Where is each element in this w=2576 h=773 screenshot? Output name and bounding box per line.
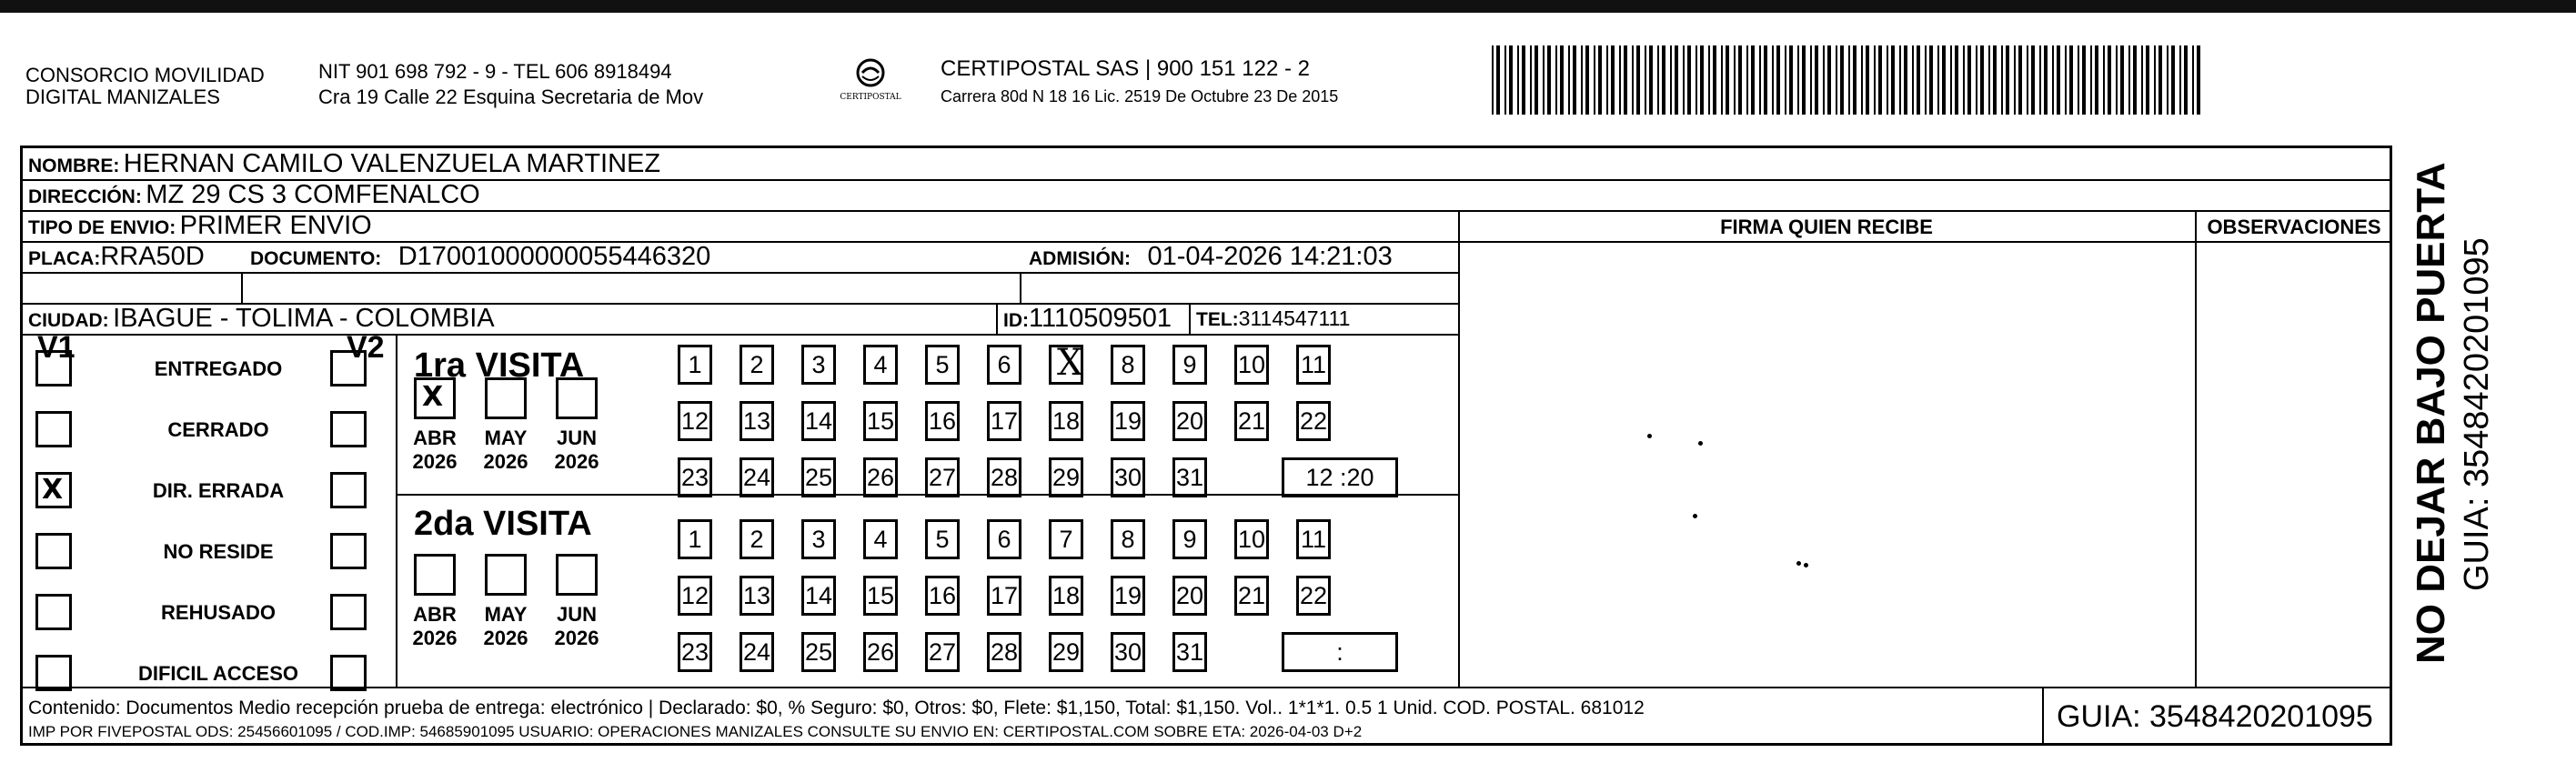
barcode-bar — [1899, 45, 1901, 115]
barcode-bar — [1776, 45, 1780, 115]
barcode-bar — [1585, 45, 1589, 115]
barcode-bar — [1823, 45, 1825, 115]
courier-logo-text: CERTIPOSTAL — [840, 93, 901, 102]
barcode-bar — [1713, 45, 1716, 115]
day-box[interactable]: 10 — [1234, 345, 1269, 385]
time-box[interactable]: 12 :20 — [1282, 457, 1398, 497]
v1-checkbox[interactable] — [35, 350, 72, 386]
barcode-bar — [2133, 45, 2137, 115]
barcode-bar — [1976, 45, 1977, 115]
day-box[interactable]: 27 — [925, 457, 960, 497]
barcode-bar — [1670, 45, 1672, 115]
barcode-bar — [1746, 45, 1748, 115]
barcode-bar — [1874, 45, 1876, 115]
documento-cell — [250, 241, 710, 276]
day-box[interactable]: 24 — [740, 632, 774, 672]
barcode-bar — [2146, 45, 2149, 115]
day-box[interactable]: 9 — [1172, 345, 1207, 385]
day-box[interactable]: 3 — [801, 519, 836, 559]
day-box[interactable]: 8 — [1111, 519, 1145, 559]
day-box[interactable]: 6 — [987, 345, 1021, 385]
day-box[interactable]: 22 — [1296, 401, 1331, 441]
barcode-bar — [1955, 45, 1958, 115]
barcode-bar — [1785, 45, 1786, 115]
day-box[interactable]: 5 — [925, 345, 960, 385]
side-warning: NO DEJAR BAJO PUERTA — [2409, 162, 2453, 664]
barcode-bar — [2197, 45, 2200, 115]
barcode-bar — [2103, 45, 2105, 115]
check-mark: X — [422, 381, 444, 413]
barcode-bar — [1840, 45, 1844, 115]
barcode-bar — [1649, 45, 1653, 115]
v2-header: V2 — [347, 330, 385, 365]
footer-guia: GUIA: 3548420201095 — [2057, 699, 2373, 734]
guide-form — [20, 146, 2392, 746]
v2-checkbox[interactable] — [330, 350, 367, 386]
day-box[interactable]: 19 — [1111, 401, 1145, 441]
day-box[interactable]: 19 — [1111, 576, 1145, 616]
barcode-bar — [1568, 45, 1570, 115]
month-label: JUN — [556, 603, 597, 626]
placa-cell — [28, 241, 205, 276]
tipo-envio-label: TIPO DE ENVIO: — [28, 217, 176, 238]
day-box[interactable] — [1049, 342, 1083, 385]
barcode-bar — [1624, 45, 1627, 115]
day-box[interactable]: 14 — [801, 401, 836, 441]
day-box[interactable]: 26 — [863, 632, 898, 672]
barcode-bar — [2078, 45, 2079, 115]
day-box[interactable]: 25 — [801, 632, 836, 672]
month-label: ABR — [413, 427, 457, 449]
barcode-bar — [2095, 45, 2098, 115]
day-box[interactable]: 4 — [863, 345, 898, 385]
barcode-bar — [2108, 45, 2111, 115]
day-box[interactable]: 23 — [678, 457, 712, 497]
month-year: 2026 — [483, 450, 528, 473]
visit1-title: 1ra VISITA — [414, 346, 585, 385]
sender-name-line2: DIGITAL MANIZALES — [25, 85, 220, 108]
admision-value: 01-04-2026 14:21:03 — [1147, 242, 1393, 271]
barcode-bar — [1759, 45, 1761, 115]
day-box[interactable]: 5 — [925, 519, 960, 559]
day-checked-mark: X — [1057, 342, 1083, 384]
side-guia: GUIA: 3548420201095 — [2458, 237, 2496, 591]
barcode-bar — [1993, 45, 1997, 115]
footer-content: Contenido: Documentos Medio recepción prueba de entrega: electrónico | Declarado: $0, % Seguro: $0, Otros: $0, Flete: $1,150, Total: $1,150. Vol.. 1*1*1. 0.5 1 Unid. COD. POSTAL. 681012 — [28, 698, 1645, 718]
barcode-bar — [1606, 45, 1608, 115]
day-box[interactable]: 17 — [987, 401, 1021, 441]
id-value: 1110509501 — [1029, 304, 1172, 333]
barcode-bar — [1726, 45, 1729, 115]
barcode-bar — [2082, 45, 2086, 115]
firma-header: FIRMA QUIEN RECIBE — [1720, 216, 1933, 238]
day-box[interactable]: 15 — [863, 401, 898, 441]
barcode-bar — [1687, 45, 1691, 115]
status-label: DIFICIL ACCESO — [137, 662, 298, 685]
day-box[interactable]: 30 — [1111, 632, 1145, 672]
day-box[interactable]: 16 — [925, 576, 960, 616]
barcode-bar — [1492, 45, 1494, 115]
barcode-bar — [2069, 45, 2073, 115]
barcode-bar — [1751, 45, 1755, 115]
barcode-bar — [1700, 45, 1704, 115]
cell-divider — [241, 272, 243, 303]
barcode-bar — [1611, 45, 1615, 115]
barcode-bar — [2158, 45, 2162, 115]
column-divider — [2195, 210, 2197, 687]
barcode-bar — [1925, 45, 1927, 115]
barcode-bar — [2057, 45, 2060, 115]
barcode-bar — [1738, 45, 1742, 115]
barcode-bar — [1917, 45, 1920, 115]
barcode-bar — [2141, 45, 2143, 115]
day-box[interactable]: 28 — [987, 632, 1021, 672]
day-box[interactable]: 17 — [987, 576, 1021, 616]
day-box[interactable]: 10 — [1234, 519, 1269, 559]
day-box[interactable]: 18 — [1049, 401, 1083, 441]
barcode-bar — [1967, 45, 1971, 115]
barcode-bar — [1619, 45, 1621, 115]
barcode-bar — [1764, 45, 1767, 115]
observaciones-header: OBSERVACIONES — [2207, 216, 2381, 238]
courier-line1: CERTIPOSTAL SAS | 900 151 122 - 2 — [941, 56, 1310, 81]
status-label: CERRADO — [167, 418, 269, 441]
day-box[interactable]: 24 — [740, 457, 774, 497]
barcode-bar — [1772, 45, 1774, 115]
tel-label: TEL: — [1196, 309, 1239, 330]
direccion-label: DIRECCIÓN: — [28, 186, 142, 207]
barcode-bar — [2039, 45, 2041, 115]
barcode-bar — [2154, 45, 2156, 115]
placa-label: PLACA: — [28, 248, 101, 269]
barcode-bar — [1547, 45, 1551, 115]
barcode-bar — [1988, 45, 1990, 115]
barcode-bar — [1836, 45, 1837, 115]
v1-checkbox[interactable] — [35, 594, 72, 630]
day-box[interactable]: 30 — [1111, 457, 1145, 497]
signature-mark — [1693, 514, 1697, 518]
day-box[interactable]: 9 — [1172, 519, 1207, 559]
placa-value: RRA50D — [100, 242, 205, 271]
day-box[interactable]: 1 — [678, 519, 712, 559]
column-divider — [396, 334, 397, 687]
month-checkbox[interactable] — [556, 554, 598, 596]
tel-value: 3114547111 — [1238, 306, 1351, 330]
v1-checkbox[interactable] — [35, 533, 72, 569]
footer-divider — [23, 687, 2392, 688]
barcode-bar — [1645, 45, 1646, 115]
barcode-bar — [1675, 45, 1678, 115]
barcode-bar — [1708, 45, 1710, 115]
barcode-bar — [1980, 45, 1984, 115]
barcode-bar — [1789, 45, 1793, 115]
day-box[interactable]: 4 — [863, 519, 898, 559]
check-mark: X — [42, 474, 64, 506]
ciudad-label: CIUDAD: — [28, 310, 109, 331]
month-checkbox[interactable] — [414, 377, 456, 419]
barcode-bar — [2192, 45, 2194, 115]
barcode-bar — [1827, 45, 1831, 115]
day-box[interactable]: 11 — [1296, 519, 1331, 559]
barcode-bar — [1543, 45, 1545, 115]
day-box[interactable]: 1 — [678, 345, 712, 385]
signature-mark — [1804, 563, 1808, 567]
month-year: 2026 — [554, 627, 599, 649]
barcode-bar — [2065, 45, 2067, 115]
documento-label: DOCUMENTO: — [250, 248, 382, 269]
barcode-bar — [1797, 45, 1799, 115]
barcode-bar — [2006, 45, 2009, 115]
sender-nit: NIT 901 698 792 - 9 - TEL 606 8918494 — [318, 60, 672, 83]
visit2-title: 2da VISITA — [414, 505, 592, 543]
cell-divider — [1020, 272, 1021, 303]
status-label: ENTREGADO — [154, 357, 283, 380]
barcode-bar — [2167, 45, 2168, 115]
barcode-bar — [1937, 45, 1939, 115]
day-box[interactable]: 16 — [925, 401, 960, 441]
day-box[interactable]: 29 — [1049, 457, 1083, 497]
day-box[interactable]: 2 — [740, 345, 774, 385]
barcode-bar — [1848, 45, 1850, 115]
courier-line2: Carrera 80d N 18 16 Lic. 2519 De Octubre 23 De 2015 — [941, 87, 1339, 105]
tel-cell — [1196, 303, 1350, 337]
day-box[interactable]: 12 — [678, 576, 712, 616]
barcode-bar — [1950, 45, 1952, 115]
day-box[interactable]: 8 — [1111, 345, 1145, 385]
v1-checkbox[interactable] — [35, 411, 72, 447]
v1-checkbox[interactable] — [35, 655, 72, 691]
v2-checkbox[interactable] — [330, 472, 367, 508]
barcode-bar — [1504, 45, 1506, 115]
barcode-bar — [1891, 45, 1895, 115]
barcode-bar — [1721, 45, 1723, 115]
day-box[interactable]: 14 — [801, 576, 836, 616]
sender-address: Cra 19 Calle 22 Esquina Secretaria de Mov — [318, 85, 704, 108]
barcode-bar — [1866, 45, 1869, 115]
day-box[interactable]: 2 — [740, 519, 774, 559]
day-box[interactable]: 31 — [1172, 632, 1207, 672]
nombre-label: NOMBRE: — [28, 156, 120, 176]
signature-mark — [1796, 561, 1801, 566]
barcode-bar — [1496, 45, 1500, 115]
column-divider — [1458, 210, 1460, 687]
day-box[interactable]: 21 — [1234, 401, 1269, 441]
barcode-bar — [1878, 45, 1882, 115]
barcode-bar — [1815, 45, 1818, 115]
month-checkbox[interactable] — [556, 377, 598, 419]
signature-mark — [1647, 434, 1652, 438]
barcode-bar — [1912, 45, 1914, 115]
day-box[interactable]: 3 — [801, 345, 836, 385]
barcode-bar — [2027, 45, 2028, 115]
id-cell — [1003, 303, 1172, 338]
day-box[interactable]: 21 — [1234, 576, 1269, 616]
barcode-bar — [1963, 45, 1965, 115]
footer-print-info: IMP POR FIVEPOSTAL ODS: 25456601095 / COD.IMP: 54685901095 USUARIO: OPERACIONES MANIZALES CONSULTE SU ENVIO EN: CERTIPOSTAL.COM SOBRE ETA: 2026-04-03 D+2 — [28, 723, 1363, 740]
barcode-bar — [1887, 45, 1888, 115]
barcode-bar — [1657, 45, 1659, 115]
status-label: NO RESIDE — [163, 540, 274, 563]
status-label: DIR. ERRADA — [152, 479, 285, 502]
barcode-bar — [2031, 45, 2035, 115]
barcode-bar — [1861, 45, 1863, 115]
month-year: 2026 — [483, 627, 528, 649]
day-box[interactable]: 20 — [1172, 576, 1207, 616]
day-box[interactable]: 26 — [863, 457, 898, 497]
barcode-bar — [1581, 45, 1583, 115]
barcode-bar — [2171, 45, 2175, 115]
v1-header: V1 — [37, 330, 75, 365]
direccion-value: MZ 29 CS 3 COMFENALCO — [146, 180, 480, 209]
courier-logo — [830, 55, 911, 109]
nombre-value: HERNAN CAMILO VALENZUELA MARTINEZ — [123, 149, 661, 178]
ciudad-value: IBAGUE - TOLIMA - COLOMBIA — [113, 304, 495, 333]
barcode-bar — [2120, 45, 2124, 115]
tipo-envio-value: PRIMER ENVIO — [179, 211, 372, 240]
top-edge-bar — [0, 0, 2576, 13]
month-checkbox[interactable] — [414, 554, 456, 596]
day-box[interactable]: 29 — [1049, 632, 1083, 672]
barcode-bar — [1734, 45, 1736, 115]
v2-checkbox[interactable] — [330, 594, 367, 630]
day-box[interactable]: 20 — [1172, 401, 1207, 441]
day-box[interactable]: 22 — [1296, 576, 1331, 616]
day-box[interactable]: 13 — [740, 576, 774, 616]
barcode-bar — [1517, 45, 1519, 115]
day-box[interactable]: 28 — [987, 457, 1021, 497]
day-box[interactable]: 15 — [863, 576, 898, 616]
v1-checkbox[interactable] — [35, 472, 72, 508]
month-label: JUN — [556, 427, 597, 449]
barcode-bar — [1802, 45, 1806, 115]
month-label: MAY — [484, 427, 528, 449]
barcode-bar — [2001, 45, 2003, 115]
v2-checkbox[interactable] — [330, 533, 367, 569]
status-label: REHUSADO — [161, 601, 276, 624]
day-box[interactable]: 11 — [1296, 345, 1331, 385]
barcode-bar — [2014, 45, 2016, 115]
admision-cell — [1029, 241, 1393, 276]
barcode-bar — [1555, 45, 1557, 115]
barcode-bar — [1632, 45, 1634, 115]
barcode-bar — [1662, 45, 1665, 115]
barcode-bar — [1904, 45, 1907, 115]
documento-value: D17001000000055446320 — [397, 242, 711, 271]
day-box[interactable]: 25 — [801, 457, 836, 497]
barcode-bar — [1560, 45, 1564, 115]
barcode-bar — [1929, 45, 1933, 115]
barcode-bar — [1810, 45, 1812, 115]
cell-divider — [2042, 687, 2044, 746]
time-box[interactable]: : — [1282, 632, 1398, 672]
ciudad-cell — [28, 303, 495, 338]
day-box[interactable]: 13 — [740, 401, 774, 441]
barcode-bar — [1853, 45, 1857, 115]
day-box[interactable]: 7 — [1049, 519, 1083, 559]
month-year: 2026 — [554, 450, 599, 473]
barcode-bar — [1535, 45, 1538, 115]
barcode-bar — [2128, 45, 2130, 115]
signature-mark — [1698, 441, 1703, 446]
admision-label: ADMISIÓN: — [1029, 248, 1131, 269]
day-box[interactable]: 18 — [1049, 576, 1083, 616]
barcode-bar — [1598, 45, 1602, 115]
barcode-bar — [1942, 45, 1946, 115]
barcode-bar — [2116, 45, 2118, 115]
barcode-bar — [1696, 45, 1697, 115]
barcode — [1492, 45, 2201, 115]
barcode-bar — [2018, 45, 2022, 115]
day-box[interactable]: 6 — [987, 519, 1021, 559]
day-box[interactable]: 23 — [678, 632, 712, 672]
month-checkbox[interactable] — [485, 554, 527, 596]
barcode-bar — [1530, 45, 1532, 115]
month-year: 2026 — [412, 627, 458, 649]
sender-name-line1: CONSORCIO MOVILIDAD — [25, 64, 265, 86]
barcode-bar — [1636, 45, 1640, 115]
barcode-bar — [2179, 45, 2181, 115]
barcode-bar — [1509, 45, 1513, 115]
cell-divider — [996, 303, 998, 334]
barcode-bar — [2090, 45, 2092, 115]
month-year: 2026 — [412, 450, 458, 473]
barcode-bar — [2184, 45, 2188, 115]
cell-divider — [1189, 303, 1191, 334]
day-box[interactable]: 31 — [1172, 457, 1207, 497]
month-label: MAY — [484, 603, 528, 626]
day-box[interactable]: 27 — [925, 632, 960, 672]
v2-checkbox[interactable] — [330, 655, 367, 691]
barcode-bar — [2044, 45, 2048, 115]
barcode-bar — [1573, 45, 1576, 115]
month-checkbox[interactable] — [485, 377, 527, 419]
day-box[interactable]: 12 — [678, 401, 712, 441]
barcode-bar — [1522, 45, 1525, 115]
barcode-bar — [1594, 45, 1595, 115]
barcode-bar — [2052, 45, 2054, 115]
v2-checkbox[interactable] — [330, 411, 367, 447]
barcode-bar — [1683, 45, 1685, 115]
id-label: ID: — [1003, 310, 1029, 331]
month-label: ABR — [413, 603, 457, 626]
